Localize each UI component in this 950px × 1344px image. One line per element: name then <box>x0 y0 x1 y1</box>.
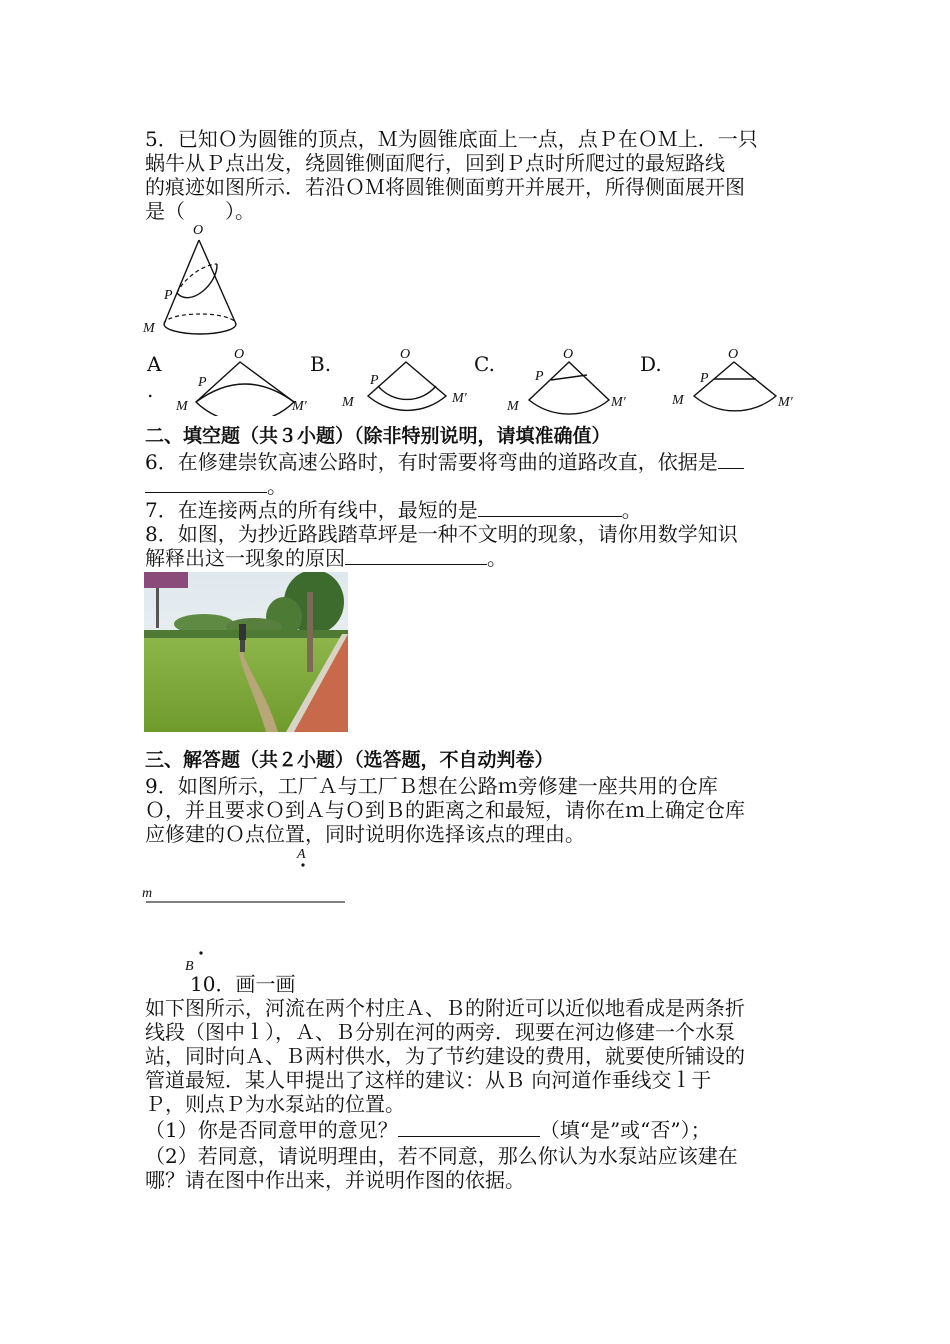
section-2-heading: 二、填空题（共３小题）（除非特别说明，请填准确值） <box>145 425 611 447</box>
option-a-label[interactable]: A <box>147 352 162 376</box>
svg-text:M: M <box>176 399 188 414</box>
q7-line <box>145 498 642 522</box>
svg-text:O: O <box>728 347 739 362</box>
point-b <box>199 951 202 954</box>
grass-path-photo <box>144 572 348 732</box>
svg-text:M′: M′ <box>452 391 467 406</box>
q10-sub1-answer-blank[interactable] <box>398 1118 540 1137</box>
svg-text:O: O <box>563 347 574 362</box>
option-b-label[interactable]: B. <box>310 352 332 376</box>
road-m-label: m <box>142 886 153 901</box>
q8-answer-blank[interactable] <box>345 546 487 565</box>
q10-title: 10．画一画 <box>190 972 296 996</box>
q9-line-1: 9．如图所示，工厂Ａ与工厂Ｂ想在公路ｍ旁修建一座共用的仓库 <box>145 774 718 798</box>
svg-text:O: O <box>234 347 245 362</box>
q5-line-3: 的痕迹如图所示．若沿ＯＭ将圆锥侧面剪开并展开，所得侧面展开图 <box>145 175 745 199</box>
svg-text:O: O <box>400 347 411 362</box>
q8-end: 。 <box>487 546 507 570</box>
option-a-dot: . <box>147 378 154 402</box>
q10-line-3: 站，同时向Ａ、Ｂ两村供水，为了节约建设的费用，就要使所铺设的 <box>145 1044 745 1068</box>
cone-label-m: M <box>143 321 155 336</box>
q6-line-2 <box>145 474 287 498</box>
q10-sub1-end: （填“是”或“否”）； <box>539 1118 711 1142</box>
q6-end: 。 <box>267 474 287 498</box>
q6-answer-blank-part2[interactable] <box>145 474 267 493</box>
svg-text:P: P <box>700 371 709 386</box>
option-d-label[interactable]: D. <box>640 352 662 376</box>
svg-text:M: M <box>342 395 354 410</box>
q7-answer-blank[interactable] <box>478 498 622 517</box>
q10-sub1-line <box>145 1118 711 1142</box>
option-c-figure[interactable] <box>505 344 655 416</box>
q9-line-2: Ｏ，并且要求Ｏ到Ａ与Ｏ到Ｂ的距离之和最短，请你在ｍ上确定仓库 <box>145 798 745 822</box>
svg-text:M′: M′ <box>778 395 793 410</box>
cone-label-o: O <box>193 223 204 238</box>
q8-line-1: 8．如图，为抄近路践踏草坪是一种不文明的现象，请你用数学知识 <box>145 522 738 546</box>
q7-text: 7．在连接两点的所有线中，最短的是 <box>145 498 478 522</box>
q9-figure <box>140 845 360 975</box>
section-3-heading: 三、解答题（共２小题）（选答题，不自动判卷） <box>145 749 554 771</box>
q9-line-3: 应修建的Ｏ点位置，同时说明你选择该点的理由。 <box>145 822 585 846</box>
q10-sub2-line-2: 哪？请在图中作出来，并说明作图的依据。 <box>145 1168 525 1192</box>
svg-text:M′: M′ <box>292 399 307 414</box>
point-a <box>301 863 304 866</box>
q10-line-1: 如下图所示，河流在两个村庄Ａ、Ｂ的附近可以近似地看成是两条折 <box>145 996 745 1020</box>
point-b-label: B <box>185 959 194 974</box>
option-c-label[interactable]: C. <box>474 352 495 376</box>
svg-text:M: M <box>507 399 519 414</box>
q5-line-4: 是（ ）。 <box>145 199 255 223</box>
svg-text:M: M <box>672 393 684 408</box>
option-d-figure[interactable] <box>672 344 822 416</box>
point-a-label: A <box>297 847 306 862</box>
svg-text:P: P <box>535 369 544 384</box>
svg-text:P: P <box>370 373 379 388</box>
q7-end: 。 <box>621 498 642 522</box>
q6-text: 6．在修建崇钦高速公路时，有时需要将弯曲的道路改直，依据是 <box>145 450 718 474</box>
q10-sub1-text: （1）你是否同意甲的意见？ <box>145 1118 398 1142</box>
q6-line-1 <box>145 450 744 474</box>
q10-line-2: 线段（图中ｌ），Ａ、Ｂ分别在河的两旁．现要在河边修建一个水泵 <box>145 1020 735 1044</box>
q10-line-5: Ｐ，则点Ｐ为水泵站的位置。 <box>145 1092 405 1116</box>
q5-line-2: 蜗牛从Ｐ点出发，绕圆锥侧面爬行，回到Ｐ点时所爬过的最短路线 <box>145 151 725 175</box>
q5-line-1: 5．已知Ｏ为圆锥的顶点，Ｍ为圆锥底面上一点，点Ｐ在ＯＭ上．一只 <box>145 127 758 151</box>
svg-text:M′: M′ <box>611 395 626 410</box>
q10-line-4: 管道最短．某人甲提出了这样的建议：从Ｂ 向河道作垂线交ｌ于 <box>145 1068 712 1092</box>
q10-sub2-line-1: （2）若同意，请说明理由，若不同意，那么你认为水泵站应该建在 <box>145 1144 738 1168</box>
q6-answer-blank-part1[interactable] <box>718 450 744 469</box>
q8-line-2 <box>145 546 507 570</box>
q8-text: 解释出这一现象的原因 <box>145 546 345 570</box>
cone-figure <box>140 220 250 338</box>
option-b-figure[interactable] <box>340 344 490 416</box>
cone-label-p: P <box>164 288 173 303</box>
option-a-figure[interactable] <box>172 344 322 416</box>
svg-text:P: P <box>198 375 207 390</box>
